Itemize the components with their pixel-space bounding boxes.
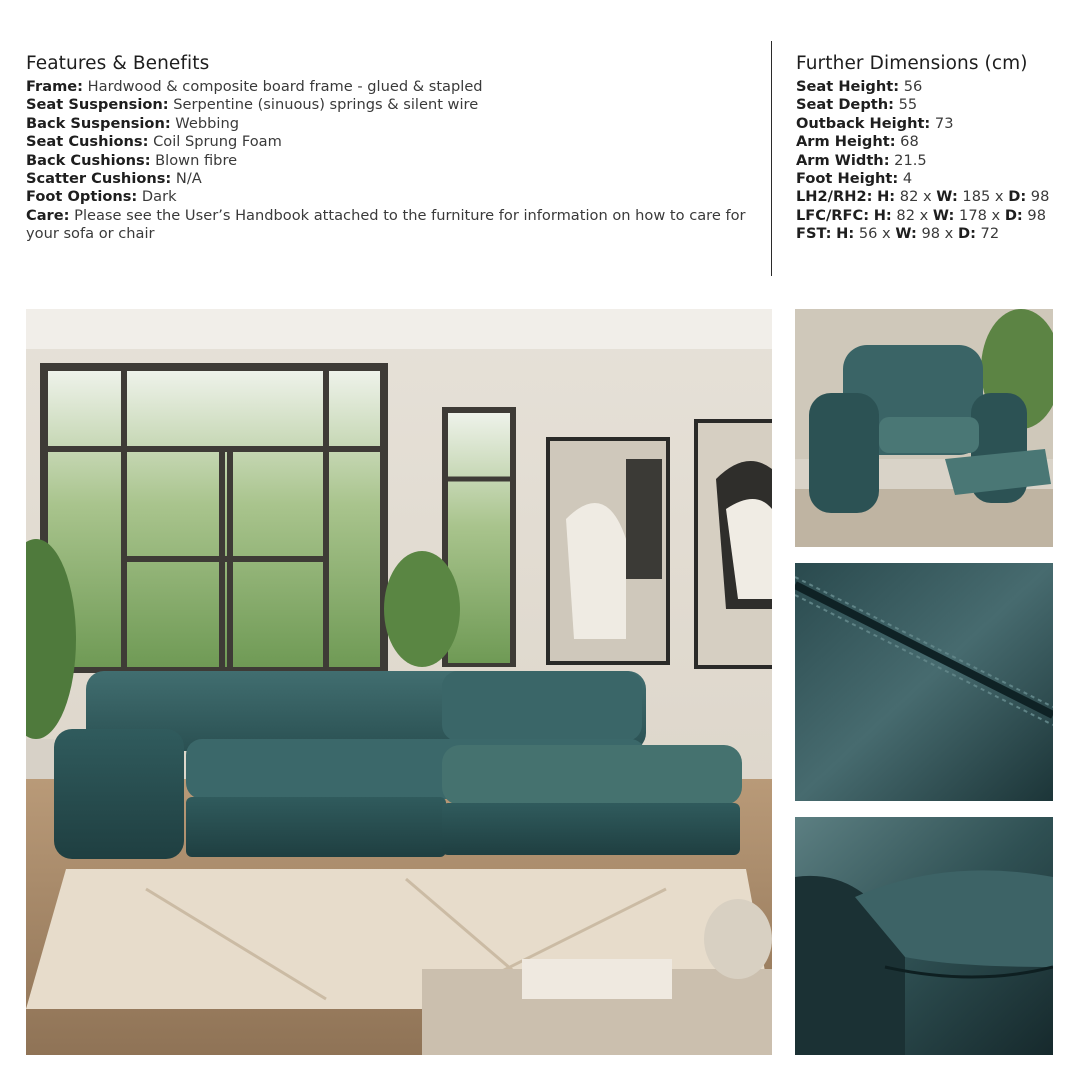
d-label: D: — [1008, 188, 1027, 206]
feature-value: Please see the User’s Handbook attached to the furniture for information on how to care for your sofa or chair — [26, 206, 746, 243]
room-scene-illustration — [26, 309, 772, 1055]
d-value: 98 — [1030, 188, 1050, 206]
dim-value: 56 — [899, 78, 923, 95]
feature-row-foot-options — [26, 188, 761, 206]
feature-label: Frame: — [26, 78, 84, 95]
feature-row-seat-cushions — [26, 133, 761, 151]
leather-cushion-closeup-photo — [795, 817, 1053, 1055]
w-value: 98 — [921, 225, 941, 243]
feature-label: Back Suspension: — [26, 114, 171, 132]
w-label: W: — [936, 188, 958, 206]
features-list — [26, 78, 761, 244]
w-label: W: — [895, 225, 917, 243]
recliner-illustration — [795, 309, 1053, 547]
feature-row-seat-suspension — [26, 96, 761, 114]
dim-row-arm-height — [796, 133, 1066, 151]
dimensions-section — [796, 52, 1066, 244]
h-value: 82 — [896, 206, 915, 224]
dim-label: Seat Depth: — [796, 96, 894, 114]
feature-label: Seat Cushions: — [26, 133, 149, 151]
times-sign: x — [940, 225, 958, 243]
leather-stitching-detail-photo — [795, 563, 1053, 801]
unit-name: LH2/RH2: — [796, 188, 873, 206]
feature-value: Hardwood & composite board frame - glued & stapled — [83, 78, 483, 95]
features-section — [26, 52, 761, 244]
dim-label: Outback Height: — [796, 114, 931, 132]
dim-row-fst — [796, 225, 1066, 243]
dim-value: 68 — [895, 133, 919, 151]
dim-row-lh2-rh2 — [796, 188, 1066, 206]
feature-value: Coil Sprung Foam — [148, 133, 282, 151]
feature-row-scatter-cushions — [26, 170, 761, 188]
times-sign: x — [918, 188, 937, 206]
h-value: 82 — [899, 188, 919, 206]
dim-row-seat-depth — [796, 96, 1066, 114]
dim-label: Arm Height: — [796, 133, 896, 151]
h-label: H: — [873, 206, 892, 224]
feature-value: Blown fibre — [150, 151, 238, 169]
dim-row-lfc-rfc — [796, 207, 1066, 225]
dim-row-foot-height — [796, 170, 1066, 188]
cushion-illustration — [795, 817, 1053, 1055]
stitching-illustration — [795, 563, 1053, 801]
h-label: H: — [836, 225, 855, 243]
times-sign: x — [990, 188, 1009, 206]
dim-row-arm-width — [796, 152, 1066, 170]
unit-name: FST: — [796, 225, 832, 243]
feature-label: Seat Suspension: — [26, 96, 169, 114]
dim-value: 21.5 — [889, 151, 927, 169]
feature-value: Serpentine (sinuous) springs & silent wire — [168, 96, 479, 114]
unit-name: LFC/RFC: — [796, 206, 870, 224]
h-value: 56 — [858, 225, 878, 243]
dim-value: 4 — [898, 170, 913, 188]
feature-value: Webbing — [170, 114, 239, 132]
feature-row-frame — [26, 78, 761, 96]
dim-row-outback-height — [796, 115, 1066, 133]
w-label: W: — [932, 206, 955, 224]
w-value: 178 — [959, 206, 987, 224]
dim-label: Seat Height: — [796, 78, 900, 95]
dimensions-list — [796, 78, 1066, 244]
d-label: D: — [957, 225, 976, 243]
dim-label: Foot Height: — [796, 170, 899, 188]
feature-value: Dark — [137, 188, 177, 206]
feature-value: N/A — [171, 170, 202, 188]
feature-label: Foot Options: — [26, 188, 138, 206]
w-value: 185 — [962, 188, 991, 206]
dim-value: 73 — [930, 114, 954, 132]
times-sign: x — [914, 206, 933, 224]
feature-label: Back Cushions: — [26, 151, 151, 169]
dim-row-seat-height — [796, 78, 1066, 96]
recliner-chair-photo — [795, 309, 1053, 547]
dim-value: 55 — [893, 96, 918, 114]
corner-sofa-living-room-photo — [26, 309, 772, 1055]
column-divider — [771, 41, 772, 276]
feature-row-care — [26, 207, 761, 244]
d-value: 98 — [1027, 206, 1046, 224]
d-label: D: — [1004, 206, 1023, 224]
times-sign: x — [877, 225, 896, 243]
feature-row-back-suspension — [26, 115, 761, 133]
dimensions-heading: Further Dimensions (cm) — [796, 53, 1028, 74]
feature-row-back-cushions — [26, 152, 761, 170]
times-sign: x — [986, 206, 1005, 224]
h-label: H: — [877, 188, 896, 206]
dim-label: Arm Width: — [796, 151, 890, 169]
feature-label: Scatter Cushions: — [26, 170, 172, 188]
feature-label: Care: — [26, 206, 70, 224]
features-heading: Features & Benefits — [26, 53, 210, 74]
d-value: 72 — [980, 225, 1000, 243]
